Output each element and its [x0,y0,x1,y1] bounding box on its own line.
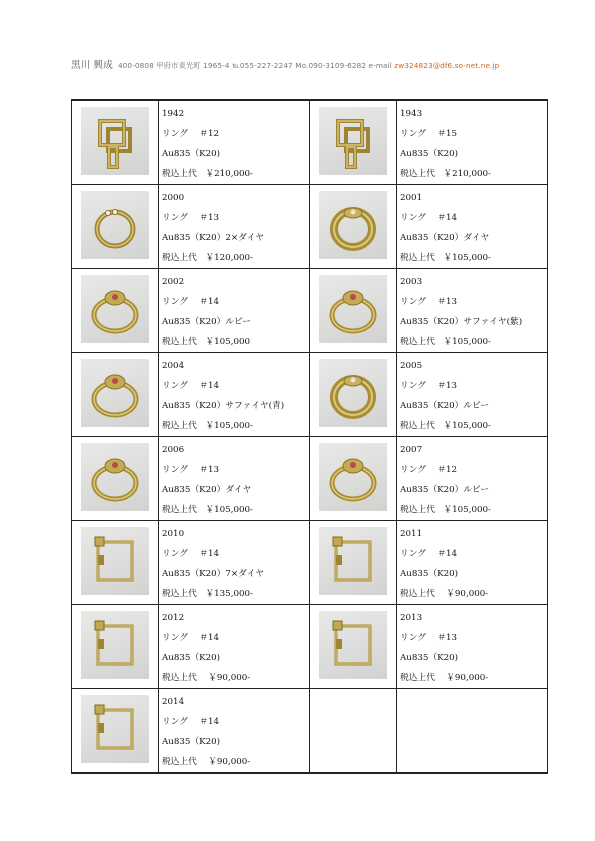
item-type-size: リング ＃13 [162,213,220,223]
ring-info-cell [397,185,548,269]
item-type-size: リング ＃12 [162,129,220,139]
item-price: 税込上代 ￥105,000 [162,337,251,347]
item-price: 税込上代 ￥105,000- [400,421,491,431]
item-material: Au835（K20）ルビー [400,401,490,411]
item-price: 税込上代 ￥105,000- [400,505,491,515]
ring-photo-cell [72,353,159,437]
contact-address: 400-0808 甲府市東光町 1965-4 ℡055-227-2247 Mo.090-3109-6282 e-mail [117,61,392,70]
ring-photo [319,443,387,511]
ring-photo-cell [72,100,159,185]
table-row [72,185,548,269]
ring-photo [319,611,387,679]
ring-photo-cell [72,437,159,521]
contact-header [71,57,499,71]
product-table [71,99,548,774]
ring-info-cell [159,689,310,774]
ring-info-cell [159,605,310,689]
item-type-size: リング ＃13 [400,633,458,643]
table-row [72,605,548,689]
ring-photo-cell [310,269,397,353]
item-number: 2014 [162,697,185,707]
ring-info-cell [397,437,548,521]
item-number: 2010 [162,529,185,539]
item-material: Au835（K20）サファイヤ(紫) [400,317,523,327]
item-price: 税込上代 ￥90,000- [162,673,251,683]
ring-photo [319,107,387,175]
item-type-size: リング ＃14 [162,717,220,727]
item-number: 2003 [400,277,423,287]
ring-photo [81,191,149,259]
table-row [72,269,548,353]
item-number: 2002 [162,277,185,287]
item-type-size: リング ＃15 [400,129,458,139]
contact-email[interactable]: zw324823@df6.so-net.ne.jp [394,61,500,70]
item-material: Au835（K20) [162,737,221,747]
ring-photo [319,359,387,427]
ring-photo [81,107,149,175]
ring-photo [319,275,387,343]
ring-photo-cell [310,100,397,185]
table-row [72,689,548,774]
ring-info-cell [159,185,310,269]
item-material: Au835（K20）ルビー [400,485,490,495]
ring-photo [81,611,149,679]
item-type-size: リング ＃13 [400,381,458,391]
item-type-size: リング ＃14 [162,381,220,391]
ring-info-cell [397,100,548,185]
item-number: 2004 [162,361,185,371]
item-number: 1943 [400,109,423,119]
table-row [72,100,548,185]
item-material: Au835（K20）ダイヤ [162,485,252,495]
item-price: 税込上代 ￥90,000- [400,589,489,599]
item-price: 税込上代 ￥105,000- [162,505,253,515]
item-price: 税込上代 ￥105,000- [162,421,253,431]
item-material: Au835（K20) [400,569,459,579]
item-number: 2011 [400,529,423,539]
empty-cell [310,689,397,774]
item-number: 2005 [400,361,423,371]
item-price: 税込上代 ￥210,000- [162,169,253,179]
ring-info-cell [397,353,548,437]
ring-photo [81,275,149,343]
item-number: 2000 [162,193,185,203]
item-material: Au835（K20) [162,653,221,663]
item-number: 2007 [400,445,423,455]
item-number: 1942 [162,109,185,119]
item-price: 税込上代 ￥90,000- [400,673,489,683]
item-material: Au835（K20）2×ダイヤ [162,233,265,243]
item-price: 税込上代 ￥120,000- [162,253,253,263]
ring-info-cell [159,269,310,353]
ring-photo-cell [310,605,397,689]
ring-info-cell [397,521,548,605]
item-type-size: リング ＃13 [162,465,220,475]
item-material: Au835（K20）7×ダイヤ [162,569,265,579]
item-material: Au835（K20）ルビー [162,317,252,327]
ring-photo-cell [72,521,159,605]
item-material: Au835（K20）サファイヤ(青) [162,401,285,411]
item-type-size: リング ＃14 [162,297,220,307]
ring-info-cell [397,605,548,689]
item-price: 税込上代 ￥210,000- [400,169,491,179]
table-row [72,521,548,605]
ring-info-cell [159,100,310,185]
item-type-size: リング ＃14 [162,549,220,559]
table-row [72,353,548,437]
item-number: 2006 [162,445,185,455]
item-number: 2012 [162,613,185,623]
item-number: 2013 [400,613,423,623]
ring-photo-cell [72,269,159,353]
artist-name: 黒川 興成 [71,60,113,71]
item-type-size: リング ＃14 [400,213,458,223]
ring-photo-cell [72,689,159,774]
item-type-size: リング ＃13 [400,297,458,307]
item-price: 税込上代 ￥90,000- [162,757,251,767]
ring-photo-cell [310,185,397,269]
ring-photo-cell [310,353,397,437]
ring-photo [319,191,387,259]
ring-info-cell [159,353,310,437]
item-number: 2001 [400,193,423,203]
item-type-size: リング ＃12 [400,465,458,475]
item-material: Au835（K20）ダイヤ [400,233,490,243]
ring-info-cell [159,521,310,605]
ring-info-cell [159,437,310,521]
item-price: 税込上代 ￥105,000- [400,253,491,263]
empty-cell [397,689,548,774]
item-material: Au835（K20) [400,653,459,663]
item-type-size: リング ＃14 [400,549,458,559]
item-type-size: リング ＃14 [162,633,220,643]
ring-photo-cell [310,521,397,605]
ring-photo [81,443,149,511]
ring-photo-cell [72,605,159,689]
table-row [72,437,548,521]
item-price: 税込上代 ￥105,000- [400,337,491,347]
ring-photo [319,527,387,595]
ring-photo [81,527,149,595]
item-price: 税込上代 ￥135,000- [162,589,253,599]
item-material: Au835（K20) [400,149,459,159]
ring-photo [81,359,149,427]
ring-photo [81,695,149,763]
item-material: Au835（K20) [162,149,221,159]
ring-photo-cell [310,437,397,521]
ring-photo-cell [72,185,159,269]
ring-info-cell [397,269,548,353]
